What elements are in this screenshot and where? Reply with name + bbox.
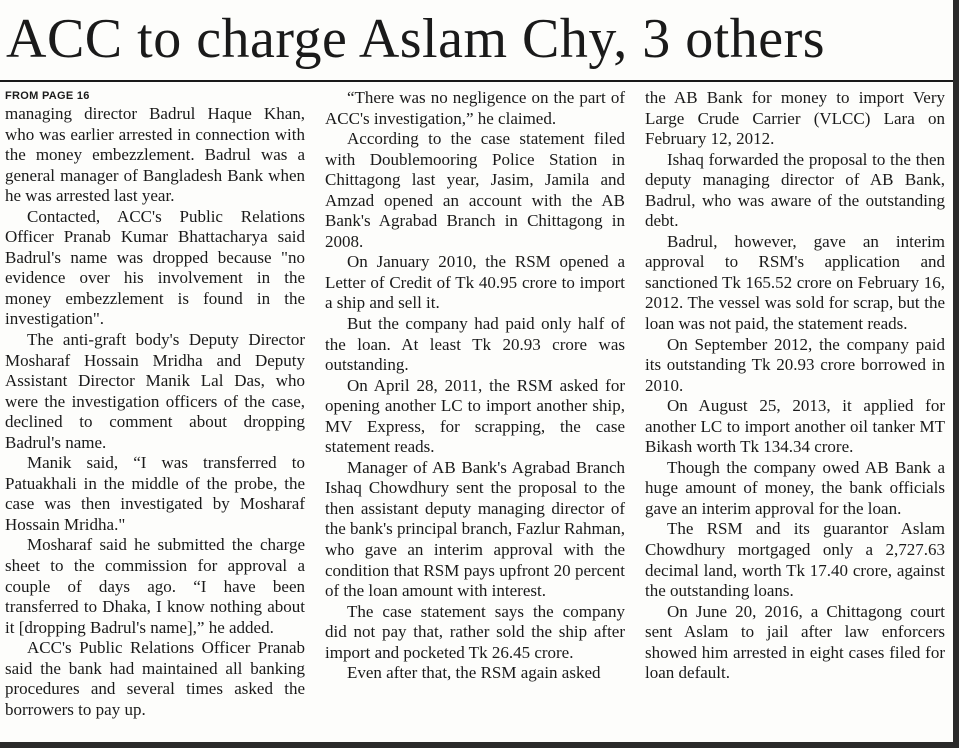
headline-rule	[0, 80, 953, 82]
paragraph: On April 28, 2011, the RSM asked for opening another LC to import another ship, MV Express, for scrapping, the case statement reads.	[325, 375, 625, 457]
paragraph: Badrul, however, gave an interim approval to RSM's application and sanctioned Tk 165.52 crore on February 16, 2012. The vessel was sold for scrap, but the loan was not paid, the statement reads.	[645, 231, 945, 334]
paragraph: Even after that, the RSM again asked	[347, 663, 601, 683]
paragraph: According to the case statement filed with Doublemooring Police Station in Chittagong last year, Jasim, Jamila and Amzad opened an account with the AB Bank's Agrabad Branch in Chittagong in 2008.	[325, 129, 625, 251]
jump-line: FROM PAGE 16	[5, 90, 90, 102]
page-border-right	[953, 0, 959, 748]
paragraph: Ishaq forwarded the proposal to the then deputy managing director of AB Bank, Badrul, who was aware of the outstanding debt.	[645, 149, 945, 231]
headline: ACC to charge Aslam Chy, 3 others	[6, 8, 826, 70]
paragraph: On September 2012, the company paid its outstanding Tk 20.93 crore borrowed in 2010.	[645, 334, 945, 395]
column-3	[645, 88, 945, 684]
paragraph: Manik said, “I was transferred to Patuakhali in the middle of the probe, the case was then investigated by Mosharaf Hossain Mridha."	[5, 453, 305, 534]
paragraph: But the company had paid only half of the loan. At least Tk 20.93 crore was outstanding.	[325, 314, 625, 375]
paragraph: Mosharaf said he submitted the charge sheet to the commission for approval a couple of days ago. “I have been transferred to Dhaka, I know nothing about it [dropping Badrul's name],” he added.	[5, 535, 305, 637]
paragraph: On June 20, 2016, a Chittagong court sent Aslam to jail after law enforcers showed him arrested in eight cases filed for loan default.	[645, 601, 945, 683]
paragraph: the AB Bank for money to import Very Large Crude Carrier (VLCC) Lara on February 12, 2012.	[645, 88, 945, 149]
paragraph: The RSM and its guarantor Aslam Chowdhury mortgaged only a 2,727.63 decimal land, worth Tk 17.40 crore, against the outstanding loans.	[645, 519, 945, 601]
paragraph: On August 25, 2013, it applied for another LC to import another oil tanker MT Bikash worth Tk 134.34 crore.	[645, 396, 945, 457]
paragraph: On January 2010, the RSM opened a Letter of Credit of Tk 40.95 crore to import a ship and sell it.	[325, 252, 625, 313]
column-2	[325, 88, 625, 684]
paragraph: “There was no negligence on the part of ACC's investigation,” he claimed.	[325, 88, 625, 128]
paragraph: Manager of AB Bank's Agrabad Branch Ishaq Chowdhury sent the proposal to the then assistant deputy managing director of the bank's principal branch, Fazlur Rahman, who gave an interim approval with the condition that RSM pays upfront 20 percent of the loan amount with interest.	[325, 457, 625, 601]
column-1	[5, 88, 305, 720]
paragraph: managing director Badrul Haque Khan, who was earlier arrested in connection with the money embezzlement. Badrul was a general manager of Bangladesh Bank when he was arrested last year.	[5, 104, 305, 206]
paragraph: Contacted, ACC's Public Relations Officer Pranab Kumar Bhattacharya said Badrul's name was dropped because "no evidence over his involvement in the money embezzlement is found in the investigation".	[5, 206, 305, 329]
page-border-bottom	[0, 742, 959, 748]
paragraph: ACC's Public Relations Officer Pranab said the bank had maintained all banking procedures and several times asked the borrowers to pay up.	[5, 638, 305, 719]
paragraph: The anti-graft body's Deputy Director Mosharaf Hossain Mridha and Deputy Assistant Director Manik Lal Das, who were the investigation officers of the case, declined to comment about dropping Badrul's name.	[5, 330, 305, 452]
paragraph: Though the company owed AB Bank a huge amount of money, the bank officials gave an interim approval for the loan.	[645, 457, 945, 518]
paragraph: The case statement says the company did not pay that, rather sold the ship after import and pocketed Tk 26.45 crore.	[325, 601, 625, 662]
